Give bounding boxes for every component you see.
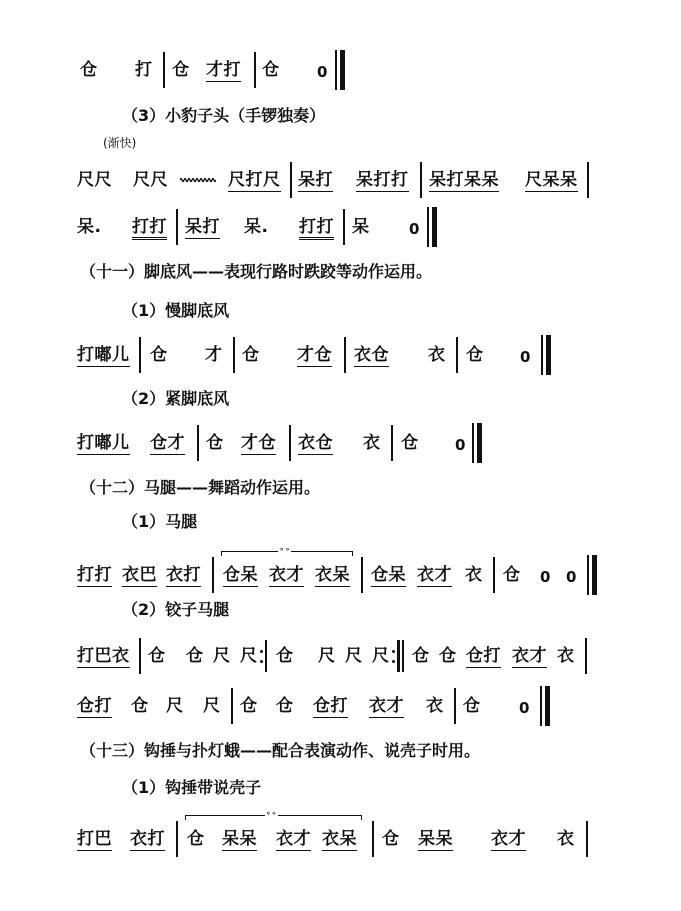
- final-bar-thin: [427, 207, 429, 247]
- beat-syllable: [299, 217, 334, 237]
- syllable-text: 仓: [150, 345, 168, 365]
- repeat-part: [392, 660, 395, 663]
- beat-syllable: [298, 433, 333, 453]
- beat-syllable: [242, 345, 260, 365]
- syllable-text: 衣: [557, 646, 575, 666]
- syllable-text: 0: [317, 63, 328, 81]
- beat-syllable: [315, 565, 350, 585]
- syllable-text: 尺: [240, 646, 258, 666]
- final-bar-thin: [540, 686, 542, 726]
- section-heading: （1）钩捶带说壳子: [122, 778, 262, 797]
- beat-syllable: [322, 829, 357, 849]
- beat-syllable: [77, 217, 101, 237]
- bar-line: [456, 337, 458, 373]
- beat-syllable: [185, 217, 220, 237]
- tie-mark: ∘∘: [265, 809, 277, 819]
- bar-line: [493, 557, 495, 593]
- syllable-text: 仓: [276, 646, 294, 666]
- syllable-text: 打打: [77, 565, 112, 585]
- syllable-text: 打嘟儿: [77, 345, 130, 365]
- section-heading: （2）铰子马腿: [122, 600, 230, 619]
- syllable-text: 仓: [242, 345, 260, 365]
- syllable-text: 仓: [401, 433, 419, 453]
- syllable-text: 0: [520, 348, 531, 366]
- syllable-text: 衣: [465, 565, 483, 585]
- beat-syllable: [465, 565, 483, 585]
- repeat-part: [260, 660, 263, 663]
- syllable-text: 尺尺: [77, 170, 112, 190]
- notation-line: [0, 160, 681, 200]
- syllable-text: 呆打呆呆: [429, 170, 499, 190]
- bar-line: [139, 638, 141, 674]
- beat-syllable: [372, 646, 390, 666]
- bar-line: [454, 688, 456, 724]
- syllable-text: 衣仓: [298, 433, 333, 453]
- beat-syllable: [148, 646, 166, 666]
- bar-line: [139, 337, 141, 373]
- beat-syllable: [491, 829, 526, 849]
- beat-syllable: [401, 433, 419, 453]
- bar-line: [420, 162, 422, 198]
- beat-syllable: [428, 345, 446, 365]
- notation-line: [0, 636, 681, 676]
- beat-syllable: [240, 696, 258, 716]
- bar-line: [233, 337, 235, 373]
- beat-syllable: [369, 696, 404, 716]
- notation-line: [0, 545, 681, 595]
- bar-line: [585, 638, 587, 674]
- rest-zero: [317, 62, 328, 82]
- beat-syllable: [318, 646, 336, 666]
- syllable-text: 0: [566, 568, 577, 586]
- beat-syllable: [503, 565, 521, 585]
- beat-syllable: [166, 565, 201, 585]
- final-bar-thick: [546, 335, 551, 375]
- beat-syllable: [77, 646, 130, 666]
- beat-syllable: [77, 170, 112, 190]
- syllable-text: 打嘟儿: [77, 433, 130, 453]
- final-bar-thick: [340, 50, 345, 90]
- syllable-text: 衣才: [269, 565, 304, 585]
- syllable-text: 打巴衣: [77, 646, 130, 666]
- syllable-text: 衣: [428, 345, 446, 365]
- beat-syllable: [186, 646, 204, 666]
- syllable-text: 0: [455, 436, 466, 454]
- syllable-text: 才打: [206, 60, 241, 80]
- syllable-text: 0: [409, 220, 420, 238]
- syllable-text: 才仓: [297, 345, 332, 365]
- beat-syllable: [203, 696, 221, 716]
- beat-syllable: [206, 60, 241, 80]
- syllable-text: 仓: [240, 696, 258, 716]
- section-heading: （十一）脚底风——表现行路时跌跤等动作运用。: [80, 262, 433, 281]
- beat-syllable: [122, 565, 157, 585]
- bar-line: [361, 557, 363, 593]
- rest-zero: [519, 698, 530, 718]
- syllable-text: 呆打: [298, 170, 333, 190]
- syllable-text: 仓: [187, 829, 205, 849]
- syllable-text: 仓: [439, 646, 457, 666]
- section-heading: （2）紧脚底风: [122, 389, 230, 408]
- final-bar-thin: [587, 555, 589, 595]
- bar-line: [372, 821, 374, 857]
- repeat-sign: [260, 640, 268, 672]
- bar-line: [343, 209, 345, 245]
- beat-syllable: [466, 345, 484, 365]
- notation-line: [0, 50, 681, 90]
- syllable-text: 仓: [206, 433, 224, 453]
- beat-syllable: [262, 60, 280, 80]
- syllable-text: 仓呆: [371, 565, 406, 585]
- notation-line: [0, 809, 681, 859]
- syllable-text: 衣: [557, 829, 575, 849]
- repeat-part: [397, 640, 400, 672]
- syllable-text: 仓打: [466, 646, 501, 666]
- syllable-text: 仓呆: [223, 565, 258, 585]
- beat-syllable: [241, 433, 276, 453]
- beat-syllable: [439, 646, 457, 666]
- syllable-text: 衣呆: [322, 829, 357, 849]
- beat-syllable: [228, 170, 281, 190]
- syllable-text: 尺: [213, 646, 231, 666]
- bar-line: [344, 337, 346, 373]
- bar-line: [212, 557, 214, 593]
- beat-syllable: [417, 565, 452, 585]
- syllable-text: 尺: [345, 646, 363, 666]
- syllable-text: 衣才: [512, 646, 547, 666]
- beat-syllable: [354, 345, 389, 365]
- syllable-text: 仓: [503, 565, 521, 585]
- beat-syllable: [77, 433, 130, 453]
- beat-syllable: [131, 696, 149, 716]
- section-heading: （1）马腿: [122, 512, 198, 531]
- repeat-sign: [392, 640, 400, 672]
- beat-syllable: [356, 170, 409, 190]
- syllable-text: 仓: [382, 829, 400, 849]
- rest-zero: [455, 435, 466, 455]
- final-bar-thin: [335, 50, 337, 90]
- beat-syllable: [466, 646, 501, 666]
- beat-syllable: [77, 565, 112, 585]
- tremolo-wavy-line: [180, 176, 216, 184]
- beat-syllable: [77, 829, 112, 849]
- syllable-text: 衣: [363, 433, 381, 453]
- bar-line: [176, 821, 178, 857]
- beat-syllable: [133, 170, 168, 190]
- syllable-text: 仓打: [77, 696, 112, 716]
- syllable-text: 呆.: [77, 217, 102, 237]
- beat-syllable: [223, 565, 258, 585]
- syllable-text: 衣巴: [122, 565, 157, 585]
- syllable-text: 仓: [466, 345, 484, 365]
- syllable-text: 尺呆呆: [525, 170, 578, 190]
- beat-syllable: [130, 829, 165, 849]
- syllable-text: 衣才: [276, 829, 311, 849]
- syllable-text: 尺尺: [133, 170, 168, 190]
- beat-syllable: [132, 217, 167, 237]
- repeat-part: [265, 640, 267, 672]
- beat-syllable: [77, 696, 112, 716]
- rest-zero: [566, 567, 577, 587]
- tempo-marking: (渐快): [103, 136, 137, 150]
- notation-line: [0, 686, 681, 726]
- beat-syllable: [512, 646, 547, 666]
- syllable-text: 才仓: [241, 433, 276, 453]
- syllable-text: 打: [135, 60, 153, 80]
- beat-syllable: [166, 696, 184, 716]
- beat-syllable: [352, 217, 370, 237]
- beat-syllable: [213, 646, 231, 666]
- syllable-text: 仓: [80, 60, 98, 80]
- syllable-text: 仓: [262, 60, 280, 80]
- bar-line: [197, 425, 199, 461]
- syllable-text: 仓才: [150, 433, 185, 453]
- beat-syllable: [363, 433, 381, 453]
- tie-mark: ∘∘: [279, 545, 291, 555]
- syllable-text: 仓: [148, 646, 166, 666]
- beat-syllable: [276, 646, 294, 666]
- bar-line: [391, 425, 393, 461]
- beat-syllable: [276, 829, 311, 849]
- beat-syllable: [80, 60, 98, 80]
- repeat-part: [402, 640, 404, 672]
- repeat-part: [260, 650, 263, 653]
- rest-zero: [520, 347, 531, 367]
- final-bar-thin: [541, 335, 543, 375]
- syllable-text: 呆.: [244, 217, 269, 237]
- beat-syllable: [429, 170, 499, 190]
- bar-line: [290, 162, 292, 198]
- syllable-text: 尺: [166, 696, 184, 716]
- final-bar-thick: [432, 207, 437, 247]
- beat-syllable: [426, 696, 444, 716]
- beat-syllable: [418, 829, 453, 849]
- syllable-text: 衣才: [491, 829, 526, 849]
- bar-line: [254, 52, 256, 88]
- beat-syllable: [463, 696, 481, 716]
- beat-syllable: [371, 565, 406, 585]
- syllable-text: 衣仓: [354, 345, 389, 365]
- syllable-text: 仓: [172, 60, 190, 80]
- notation-line: [0, 423, 681, 463]
- section-heading: （1）慢脚底风: [122, 301, 230, 320]
- syllable-text: 呆打: [185, 217, 220, 237]
- bar-line: [231, 688, 233, 724]
- notation-line: [0, 335, 681, 375]
- final-bar-thick: [477, 423, 482, 463]
- beat-syllable: [240, 646, 258, 666]
- syllable-text: 0: [540, 568, 551, 586]
- syllable-text: 打打: [132, 217, 167, 240]
- syllable-text: 仓: [412, 646, 430, 666]
- beat-syllable: [222, 829, 257, 849]
- bar-line: [163, 52, 165, 88]
- syllable-text: 尺: [203, 696, 221, 716]
- section-heading: （3）小豹子头（手锣独奏）: [122, 106, 326, 125]
- syllable-text: 呆打打: [356, 170, 409, 190]
- beat-syllable: [557, 646, 575, 666]
- syllable-text: 衣打: [130, 829, 165, 849]
- beat-syllable: [382, 829, 400, 849]
- beat-syllable: [557, 829, 575, 849]
- beat-syllable: [276, 696, 294, 716]
- syllable-text: 呆: [352, 217, 370, 237]
- syllable-text: 尺: [372, 646, 390, 666]
- beat-syllable: [187, 829, 205, 849]
- syllable-text: 仓: [463, 696, 481, 716]
- beat-syllable: [412, 646, 430, 666]
- syllable-text: 衣才: [417, 565, 452, 585]
- syllable-text: 呆呆: [222, 829, 257, 849]
- beat-syllable: [206, 433, 224, 453]
- syllable-text: 打打: [299, 217, 334, 240]
- syllable-text: 衣: [426, 696, 444, 716]
- beat-syllable: [150, 345, 168, 365]
- section-heading: （十三）钩捶与扑灯蛾——配合表演动作、说壳子时用。: [80, 741, 481, 760]
- bar-line: [586, 821, 588, 857]
- beat-syllable: [205, 345, 223, 365]
- beat-syllable: [77, 345, 130, 365]
- syllable-text: 衣打: [166, 565, 201, 585]
- syllable-text: 衣呆: [315, 565, 350, 585]
- notation-line: [0, 207, 681, 247]
- beat-syllable: [313, 696, 348, 716]
- rest-zero: [409, 219, 420, 239]
- syllable-text: 仓打: [313, 696, 348, 716]
- syllable-text: 尺: [318, 646, 336, 666]
- bar-line: [289, 425, 291, 461]
- section-heading: （十二）马腿——舞蹈动作运用。: [80, 478, 321, 497]
- final-bar-thick: [592, 555, 597, 595]
- syllable-text: 仓: [186, 646, 204, 666]
- bar-line: [587, 162, 589, 198]
- syllable-text: 才: [205, 345, 223, 365]
- syllable-text: 0: [519, 699, 530, 717]
- beat-syllable: [345, 646, 363, 666]
- syllable-text: 仓: [131, 696, 149, 716]
- final-bar-thin: [472, 423, 474, 463]
- syllable-text: 衣才: [369, 696, 404, 716]
- beat-syllable: [135, 60, 153, 80]
- syllable-text: 仓: [276, 696, 294, 716]
- beat-syllable: [525, 170, 578, 190]
- beat-syllable: [298, 170, 333, 190]
- syllable-text: 尺打尺: [228, 170, 281, 190]
- repeat-part: [392, 650, 395, 653]
- beat-syllable: [172, 60, 190, 80]
- beat-syllable: [297, 345, 332, 365]
- rest-zero: [540, 567, 551, 587]
- final-bar-thick: [545, 686, 550, 726]
- beat-syllable: [269, 565, 304, 585]
- beat-syllable: [244, 217, 268, 237]
- bar-line: [176, 209, 178, 245]
- beat-syllable: [150, 433, 185, 453]
- syllable-text: 打巴: [77, 829, 112, 849]
- syllable-text: 呆呆: [418, 829, 453, 849]
